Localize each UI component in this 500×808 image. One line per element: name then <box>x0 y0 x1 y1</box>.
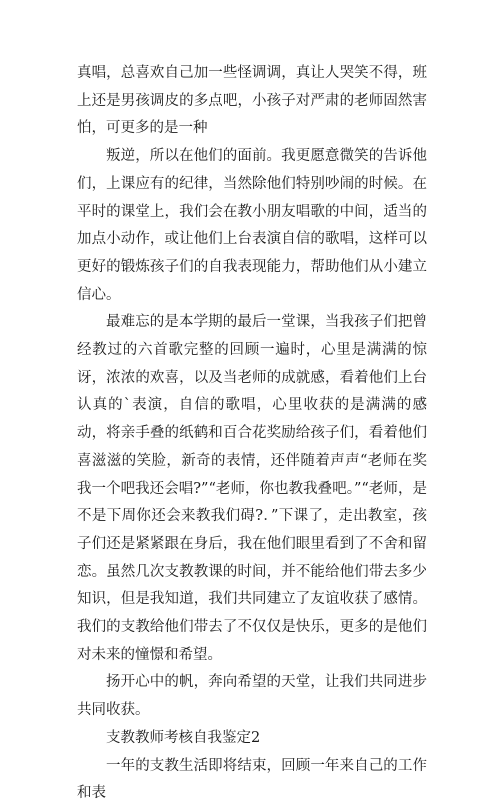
document-body <box>77 60 427 808</box>
paragraph-sail: 扬开心中的帆，奔向希望的天堂，让我们共同进步共同收获。 <box>77 674 427 719</box>
paragraph-rebellion: 叛逆，所以在他们的面前。我更愿意微笑的告诉他们，上课应有的纪律，当然除他们特别吵闹的时候。在平时的课堂上，我们会在教小朋友唱歌的中间，适当的加点小动作，或让他们上台表演自信的歌唱，这样可以更好的锻炼孩子们的自我表现能力，帮助他们从小建立信心。 <box>77 148 427 303</box>
paragraph-last-lesson: 最难忘的是本学期的最后一堂课，当我孩子们把曾经教过的六首歌完整的回顾一遍时，心里是满满的惊讶，浓浓的欢喜，以及当老师的成就感，看着他们上台认真的`表演，自信的歌唱，心里收获的是满满的感动，将亲手叠的纸鹤和百合花奖励给孩子们，看着他们喜滋滋的笑脸，新奇的表情，还伴随着声声“老师在奖我一个吧我还会唱?”“老师，你也教我叠吧。”“老师，是不是下周你还会来教我们碍?．”下课了，走出教室，孩子们还是紧紧跟在身后，我在他们眼里看到了不舍和留恋。虽然几次支教教课的时间，并不能给他们带去多少知识，但是我知道，我们共同建立了友谊收获了感情。我们的支教给他们带去了不仅仅是快乐，更多的是他们对未来的憧憬和希望。 <box>77 314 427 663</box>
paragraph-continuation: 真唱，总喜欢自己加一些怪调调，真让人哭笑不得，班上还是男孩调皮的多点吧，小孩子对严肃的老师固然害怕，可更多的是一种 <box>77 65 427 137</box>
section-heading: 支教教师考核自我鉴定2 <box>106 729 261 746</box>
paragraph-year-review: 一年的支教生活即将结束，回顾一年来自己的工作和表 <box>77 757 427 802</box>
